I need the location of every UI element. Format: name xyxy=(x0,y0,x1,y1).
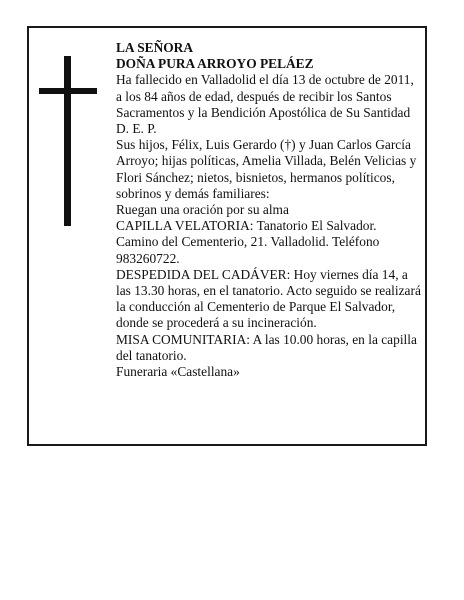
obituary-notice xyxy=(27,26,427,446)
deceased-name: DOÑA PURA ARROYO PELÁEZ xyxy=(116,56,314,72)
prayer-request: Ruegan una oración por su alma xyxy=(116,202,289,218)
farewell-info: DESPEDIDA DEL CADÁVER: Hoy viernes día 14, a las 13.30 horas, en el tanatorio. Acto seguido se realizará la conducción al Cementerio de Parque El Salvador, donde se procederá a su incineración. xyxy=(116,266,421,331)
funeral-home: Funeraria «Castellana» xyxy=(116,364,240,380)
death-announcement: Ha fallecido en Valladolid el día 13 de octubre de 2011, a los 84 años de edad, después de recibir los Santos Sacramentos y la Bendición Apostólica de Su Santidad xyxy=(116,72,414,120)
notice-title: LA SEÑORA xyxy=(116,40,194,55)
cross-icon xyxy=(39,56,99,226)
cross-horizontal-bar xyxy=(39,88,97,94)
chapel-info: CAPILLA VELATORIA: Tanatorio El Salvador. Camino del Cementerio, 21. Valladolid. Teléfono 983260722. xyxy=(116,218,380,266)
mass-info: MISA COMUNITARIA: A las 10.00 horas, en la capilla del tanatorio. xyxy=(116,331,417,363)
dep-text: D. E. P. xyxy=(116,121,157,137)
cross-vertical-bar xyxy=(64,56,71,226)
notice-text xyxy=(116,40,421,380)
family-list: Sus hijos, Félix, Luis Gerardo (†) y Juan Carlos García Arroyo; hijas políticas, Amelia Villada, Belén Velicias y Flori Sánchez; nietos, bisnietos, hermanos políticos, sobrinos y demás familiares: xyxy=(116,137,417,201)
